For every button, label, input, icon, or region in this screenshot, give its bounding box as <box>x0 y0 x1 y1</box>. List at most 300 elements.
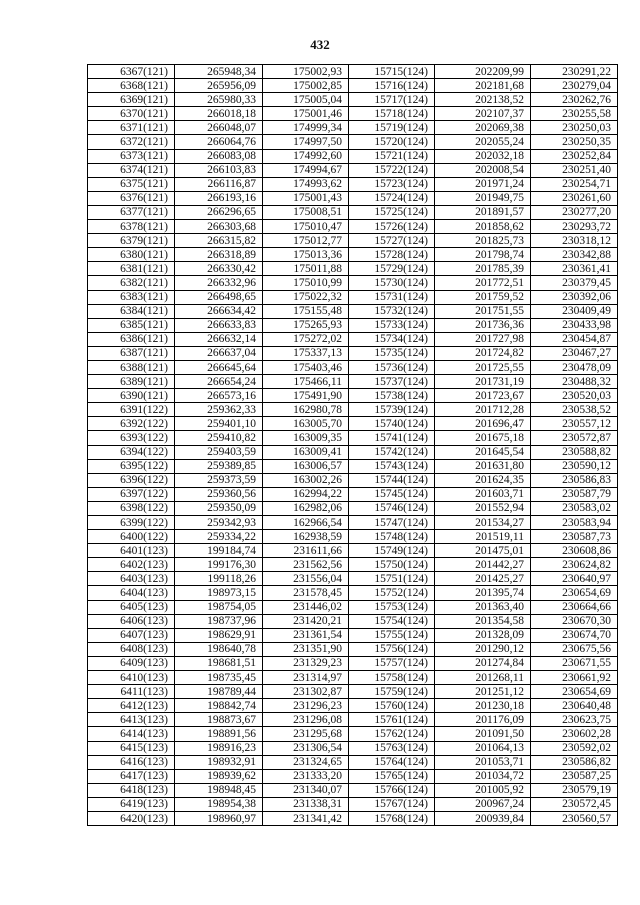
table-cell: 6417(123) <box>88 769 175 783</box>
table-cell: 230588,82 <box>531 445 618 459</box>
table-cell: 162966,54 <box>263 516 349 530</box>
table-cell: 230654,69 <box>531 685 618 699</box>
table-cell: 15761(124) <box>349 713 435 727</box>
table-cell: 230342,88 <box>531 248 618 262</box>
table-cell: 265956,09 <box>175 79 263 93</box>
table-cell: 202008,54 <box>435 163 531 177</box>
table-cell: 175012,77 <box>263 234 349 248</box>
table-cell: 259360,56 <box>175 487 263 501</box>
table-cell: 201949,75 <box>435 191 531 205</box>
table-cell: 15748(124) <box>349 530 435 544</box>
table-row <box>88 346 618 360</box>
table-row <box>88 628 618 642</box>
table-cell: 198932,91 <box>175 755 263 769</box>
table-cell: 6393(122) <box>88 431 175 445</box>
table-cell: 15739(124) <box>349 403 435 417</box>
table-cell: 15749(124) <box>349 544 435 558</box>
table-cell: 230675,56 <box>531 642 618 656</box>
table-cell: 15729(124) <box>349 262 435 276</box>
table-cell: 230572,45 <box>531 797 618 811</box>
table-cell: 266018,18 <box>175 107 263 121</box>
table-cell: 6370(121) <box>88 107 175 121</box>
table-cell: 201534,27 <box>435 516 531 530</box>
table-cell: 6381(121) <box>88 262 175 276</box>
table-cell: 266048,07 <box>175 121 263 135</box>
table-cell: 6368(121) <box>88 79 175 93</box>
table-row <box>88 586 618 600</box>
table-cell: 201891,57 <box>435 205 531 219</box>
table-row <box>88 516 618 530</box>
table-cell: 230262,76 <box>531 93 618 107</box>
table-cell: 199176,30 <box>175 558 263 572</box>
table-cell: 231562,56 <box>263 558 349 572</box>
table-row <box>88 360 618 374</box>
table-cell: 15724(124) <box>349 191 435 205</box>
table-cell: 6367(121) <box>88 65 175 79</box>
table-cell: 259362,33 <box>175 403 263 417</box>
table-row <box>88 558 618 572</box>
table-row <box>88 487 618 501</box>
table-row <box>88 530 618 544</box>
table-cell: 175272,02 <box>263 332 349 346</box>
table-cell: 230664,66 <box>531 600 618 614</box>
table-cell: 15752(124) <box>349 586 435 600</box>
table-row <box>88 163 618 177</box>
table-cell: 201751,55 <box>435 304 531 318</box>
table-cell: 201053,71 <box>435 755 531 769</box>
table-cell: 6416(123) <box>88 755 175 769</box>
table-cell: 6395(122) <box>88 459 175 473</box>
table-cell: 231341,42 <box>263 811 349 825</box>
table-row <box>88 290 618 304</box>
table-cell: 201736,36 <box>435 318 531 332</box>
table-cell: 15757(124) <box>349 656 435 670</box>
table-cell: 259334,22 <box>175 530 263 544</box>
table-cell: 230654,69 <box>531 586 618 600</box>
table-cell: 15723(124) <box>349 177 435 191</box>
table-cell: 230583,94 <box>531 516 618 530</box>
table-cell: 230579,19 <box>531 783 618 797</box>
table-cell: 15716(124) <box>349 79 435 93</box>
table-cell: 266332,96 <box>175 276 263 290</box>
table-cell: 230674,70 <box>531 628 618 642</box>
table-cell: 231306,54 <box>263 741 349 755</box>
table-cell: 201696,47 <box>435 417 531 431</box>
table-cell: 6396(122) <box>88 473 175 487</box>
table-cell: 175002,85 <box>263 79 349 93</box>
table-cell: 231578,45 <box>263 586 349 600</box>
table-cell: 230255,58 <box>531 107 618 121</box>
table-cell: 15742(124) <box>349 445 435 459</box>
table-cell: 198891,56 <box>175 727 263 741</box>
table-cell: 201727,98 <box>435 332 531 346</box>
table-row <box>88 205 618 219</box>
table-cell: 6410(123) <box>88 671 175 685</box>
table-cell: 15753(124) <box>349 600 435 614</box>
table-row <box>88 572 618 586</box>
table-cell: 231295,68 <box>263 727 349 741</box>
table-cell: 266103,83 <box>175 163 263 177</box>
table-cell: 6391(122) <box>88 403 175 417</box>
table-row <box>88 699 618 713</box>
table-cell: 198960,97 <box>175 811 263 825</box>
table-row <box>88 248 618 262</box>
table-cell: 202107,37 <box>435 107 531 121</box>
table-cell: 259403,59 <box>175 445 263 459</box>
table-cell: 201442,27 <box>435 558 531 572</box>
table-row <box>88 614 618 628</box>
table-cell: 15720(124) <box>349 135 435 149</box>
table-cell: 175002,93 <box>263 65 349 79</box>
table-cell: 202209,99 <box>435 65 531 79</box>
table-cell: 163005,70 <box>263 417 349 431</box>
table-cell: 15751(124) <box>349 572 435 586</box>
table-row <box>88 93 618 107</box>
table-cell: 230587,73 <box>531 530 618 544</box>
table-cell: 175011,88 <box>263 262 349 276</box>
table-cell: 201251,12 <box>435 685 531 699</box>
table-cell: 199184,74 <box>175 544 263 558</box>
table-cell: 6398(122) <box>88 501 175 515</box>
table-cell: 15736(124) <box>349 360 435 374</box>
table-cell: 198754,05 <box>175 600 263 614</box>
table-cell: 200967,24 <box>435 797 531 811</box>
table-row <box>88 642 618 656</box>
table-cell: 198973,15 <box>175 586 263 600</box>
table-cell: 201230,18 <box>435 699 531 713</box>
table-row <box>88 741 618 755</box>
table-cell: 201603,71 <box>435 487 531 501</box>
table-cell: 6383(121) <box>88 290 175 304</box>
table-cell: 175001,43 <box>263 191 349 205</box>
table-cell: 231556,04 <box>263 572 349 586</box>
table-cell: 231329,23 <box>263 656 349 670</box>
table-cell: 231361,54 <box>263 628 349 642</box>
table-cell: 201354,58 <box>435 614 531 628</box>
table-cell: 230409,49 <box>531 304 618 318</box>
table-cell: 259373,59 <box>175 473 263 487</box>
table-cell: 15766(124) <box>349 783 435 797</box>
table-cell: 6385(121) <box>88 318 175 332</box>
table-cell: 6387(121) <box>88 346 175 360</box>
table-cell: 202138,52 <box>435 93 531 107</box>
table-cell: 6414(123) <box>88 727 175 741</box>
table-row <box>88 685 618 699</box>
table-cell: 175022,32 <box>263 290 349 304</box>
table-cell: 6404(123) <box>88 586 175 600</box>
table-cell: 6415(123) <box>88 741 175 755</box>
table-cell: 15765(124) <box>349 769 435 783</box>
table-cell: 6374(121) <box>88 163 175 177</box>
table-cell: 15762(124) <box>349 727 435 741</box>
table-cell: 266498,65 <box>175 290 263 304</box>
table-cell: 231324,65 <box>263 755 349 769</box>
table-cell: 266637,04 <box>175 346 263 360</box>
table-row <box>88 332 618 346</box>
table-cell: 230252,84 <box>531 149 618 163</box>
table-cell: 201176,09 <box>435 713 531 727</box>
table-cell: 163009,41 <box>263 445 349 459</box>
table-cell: 230560,57 <box>531 811 618 825</box>
table-cell: 230640,48 <box>531 699 618 713</box>
table-cell: 266315,82 <box>175 234 263 248</box>
table-row <box>88 79 618 93</box>
table-cell: 6388(121) <box>88 360 175 374</box>
table-cell: 15737(124) <box>349 375 435 389</box>
table-cell: 6376(121) <box>88 191 175 205</box>
table-body <box>88 65 618 826</box>
table-cell: 230623,75 <box>531 713 618 727</box>
table-cell: 201552,94 <box>435 501 531 515</box>
table-cell: 163002,26 <box>263 473 349 487</box>
table-cell: 201825,73 <box>435 234 531 248</box>
table-cell: 6380(121) <box>88 248 175 262</box>
table-cell: 230520,03 <box>531 389 618 403</box>
table-row <box>88 262 618 276</box>
table-cell: 6386(121) <box>88 332 175 346</box>
table-row <box>88 656 618 670</box>
coordinates-table <box>87 64 618 826</box>
table-cell: 259410,82 <box>175 431 263 445</box>
table-cell: 15745(124) <box>349 487 435 501</box>
table-cell: 201624,35 <box>435 473 531 487</box>
table-cell: 162994,22 <box>263 487 349 501</box>
table-cell: 15732(124) <box>349 304 435 318</box>
table-cell: 15750(124) <box>349 558 435 572</box>
table-cell: 174993,62 <box>263 177 349 191</box>
table-cell: 163009,35 <box>263 431 349 445</box>
table-cell: 6389(121) <box>88 375 175 389</box>
table-cell: 175010,47 <box>263 220 349 234</box>
table-cell: 202069,38 <box>435 121 531 135</box>
table-cell: 15747(124) <box>349 516 435 530</box>
table-cell: 15746(124) <box>349 501 435 515</box>
table-cell: 201725,55 <box>435 360 531 374</box>
table-cell: 15735(124) <box>349 346 435 360</box>
table-cell: 230467,27 <box>531 346 618 360</box>
table-cell: 15756(124) <box>349 642 435 656</box>
table-cell: 201034,72 <box>435 769 531 783</box>
table-cell: 231296,23 <box>263 699 349 713</box>
table-cell: 15721(124) <box>349 149 435 163</box>
table-cell: 230261,60 <box>531 191 618 205</box>
table-cell: 231296,08 <box>263 713 349 727</box>
table-cell: 201519,11 <box>435 530 531 544</box>
table-row <box>88 811 618 825</box>
table-cell: 162980,78 <box>263 403 349 417</box>
table-cell: 6373(121) <box>88 149 175 163</box>
table-cell: 201274,84 <box>435 656 531 670</box>
table-cell: 230254,71 <box>531 177 618 191</box>
table-cell: 174994,67 <box>263 163 349 177</box>
table-cell: 15740(124) <box>349 417 435 431</box>
table-cell: 201328,09 <box>435 628 531 642</box>
table-cell: 201798,74 <box>435 248 531 262</box>
table-cell: 230572,87 <box>531 431 618 445</box>
table-cell: 174997,50 <box>263 135 349 149</box>
table-cell: 198842,74 <box>175 699 263 713</box>
table-cell: 198873,67 <box>175 713 263 727</box>
table-row <box>88 375 618 389</box>
table-cell: 202181,68 <box>435 79 531 93</box>
table-cell: 6390(121) <box>88 389 175 403</box>
table-cell: 175008,51 <box>263 205 349 219</box>
table-cell: 230478,09 <box>531 360 618 374</box>
table-cell: 175491,90 <box>263 389 349 403</box>
table-cell: 231611,66 <box>263 544 349 558</box>
table-row <box>88 107 618 121</box>
table-row <box>88 276 618 290</box>
table-cell: 231340,07 <box>263 783 349 797</box>
table-cell: 198939,62 <box>175 769 263 783</box>
table-row <box>88 65 618 79</box>
table-cell: 6382(121) <box>88 276 175 290</box>
table-cell: 6420(123) <box>88 811 175 825</box>
table-cell: 6405(123) <box>88 600 175 614</box>
table-cell: 201723,67 <box>435 389 531 403</box>
table-cell: 198954,38 <box>175 797 263 811</box>
table-cell: 6371(121) <box>88 121 175 135</box>
table-cell: 6413(123) <box>88 713 175 727</box>
table-cell: 230661,92 <box>531 671 618 685</box>
table-cell: 230592,02 <box>531 741 618 755</box>
table-row <box>88 797 618 811</box>
table-cell: 231446,02 <box>263 600 349 614</box>
table-cell: 6372(121) <box>88 135 175 149</box>
table-cell: 201091,50 <box>435 727 531 741</box>
table-cell: 6399(122) <box>88 516 175 530</box>
table-cell: 201785,39 <box>435 262 531 276</box>
table-cell: 201064,13 <box>435 741 531 755</box>
table-cell: 15738(124) <box>349 389 435 403</box>
table-row <box>88 727 618 741</box>
table-cell: 266116,87 <box>175 177 263 191</box>
table-cell: 6378(121) <box>88 220 175 234</box>
table-cell: 162938,59 <box>263 530 349 544</box>
table-cell: 201858,62 <box>435 220 531 234</box>
table-cell: 6406(123) <box>88 614 175 628</box>
table-cell: 15715(124) <box>349 65 435 79</box>
table-row <box>88 304 618 318</box>
table-cell: 201290,12 <box>435 642 531 656</box>
table-cell: 266654,24 <box>175 375 263 389</box>
table-cell: 6412(123) <box>88 699 175 713</box>
table-cell: 231420,21 <box>263 614 349 628</box>
table-cell: 230250,35 <box>531 135 618 149</box>
table-cell: 198640,78 <box>175 642 263 656</box>
table-cell: 15763(124) <box>349 741 435 755</box>
table-cell: 201645,54 <box>435 445 531 459</box>
table-cell: 230291,22 <box>531 65 618 79</box>
table-cell: 230587,25 <box>531 769 618 783</box>
table-cell: 201712,28 <box>435 403 531 417</box>
table-cell: 162982,06 <box>263 501 349 515</box>
table-cell: 230608,86 <box>531 544 618 558</box>
table-cell: 200939,84 <box>435 811 531 825</box>
table-cell: 230587,79 <box>531 487 618 501</box>
table-row <box>88 318 618 332</box>
table-cell: 265980,33 <box>175 93 263 107</box>
table-cell: 198735,45 <box>175 671 263 685</box>
table-cell: 266296,65 <box>175 205 263 219</box>
table-cell: 230392,06 <box>531 290 618 304</box>
table-cell: 266083,08 <box>175 149 263 163</box>
table-cell: 15741(124) <box>349 431 435 445</box>
table-cell: 6400(122) <box>88 530 175 544</box>
table-row <box>88 544 618 558</box>
table-cell: 15728(124) <box>349 248 435 262</box>
table-cell: 6419(123) <box>88 797 175 811</box>
table-cell: 175265,93 <box>263 318 349 332</box>
table-cell: 230670,30 <box>531 614 618 628</box>
table-cell: 201475,01 <box>435 544 531 558</box>
table-cell: 6403(123) <box>88 572 175 586</box>
table-row <box>88 234 618 248</box>
table-row <box>88 473 618 487</box>
table-row <box>88 769 618 783</box>
table-cell: 198737,96 <box>175 614 263 628</box>
table-cell: 6392(122) <box>88 417 175 431</box>
table-cell: 6409(123) <box>88 656 175 670</box>
table-row <box>88 417 618 431</box>
table-cell: 266303,68 <box>175 220 263 234</box>
table-cell: 174999,34 <box>263 121 349 135</box>
table-cell: 15768(124) <box>349 811 435 825</box>
table-row <box>88 220 618 234</box>
table-cell: 201395,74 <box>435 586 531 600</box>
table-cell: 15760(124) <box>349 699 435 713</box>
table-cell: 230250,03 <box>531 121 618 135</box>
table-row <box>88 671 618 685</box>
table-cell: 198789,44 <box>175 685 263 699</box>
table-cell: 15722(124) <box>349 163 435 177</box>
table-cell: 175155,48 <box>263 304 349 318</box>
table-cell: 230640,97 <box>531 572 618 586</box>
table-row <box>88 713 618 727</box>
table-row <box>88 177 618 191</box>
table-cell: 230602,28 <box>531 727 618 741</box>
table-cell: 201363,40 <box>435 600 531 614</box>
table-cell: 6401(123) <box>88 544 175 558</box>
table-cell: 6411(123) <box>88 685 175 699</box>
table-cell: 6408(123) <box>88 642 175 656</box>
table-cell: 266193,16 <box>175 191 263 205</box>
table-cell: 198629,91 <box>175 628 263 642</box>
table-cell: 198681,51 <box>175 656 263 670</box>
table-cell: 231302,87 <box>263 685 349 699</box>
table-cell: 230586,83 <box>531 473 618 487</box>
table-row <box>88 431 618 445</box>
table-cell: 15755(124) <box>349 628 435 642</box>
table-cell: 230624,82 <box>531 558 618 572</box>
table-row <box>88 501 618 515</box>
table-cell: 201724,82 <box>435 346 531 360</box>
table-cell: 230318,12 <box>531 234 618 248</box>
table-row <box>88 755 618 769</box>
table-row <box>88 445 618 459</box>
table-cell: 175013,36 <box>263 248 349 262</box>
table-cell: 266330,42 <box>175 262 263 276</box>
table-cell: 230277,20 <box>531 205 618 219</box>
table-cell: 201971,24 <box>435 177 531 191</box>
table-cell: 201675,18 <box>435 431 531 445</box>
table-row <box>88 783 618 797</box>
table-cell: 6379(121) <box>88 234 175 248</box>
table-cell: 201772,51 <box>435 276 531 290</box>
table-cell: 163006,57 <box>263 459 349 473</box>
table-cell: 6407(123) <box>88 628 175 642</box>
table-cell: 15754(124) <box>349 614 435 628</box>
